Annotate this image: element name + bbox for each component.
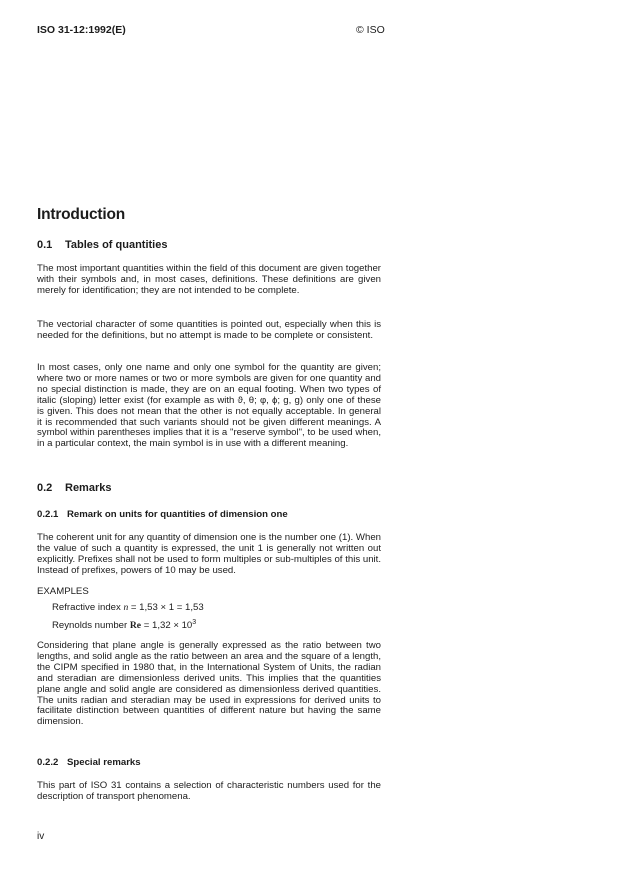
paragraph-tables-intro: The most important quantities within the field of this document are given together with their symbols and, in most cases, definitions. These definitions are given merely for identification; they are not intended to be complete.	[37, 263, 381, 296]
example-text: Refractive index	[52, 602, 124, 613]
standard-id: ISO 31-12:1992(E)	[37, 24, 126, 36]
section-number: 0.2.2	[37, 757, 59, 768]
paragraph-symbols: In most cases, only one name and only one symbol for the quantity are given; where two or more names or two or more symbols are given for one quantity and no special distinction is made, they are on an equal footing. When two types of italic (sloping) letter exist (for example as with ϑ, θ; φ, ϕ; g, g) only one of these is given. This does not mean that the other is not equally acceptable. In general it is recommended that such variants should not be given different meanings. A symbol within parentheses implies that it is a "reserve symbol", to be used when, in a particular context, the main symbol is in use with a different meaning.	[37, 362, 381, 450]
section-heading-0-2-1	[37, 509, 288, 520]
example-refractive-index	[52, 602, 204, 613]
paragraph-plane-angle: Considering that plane angle is generally expressed as the ratio between two lengths, and solid angle as the ratio between an area and the square of a length, the CIPM specified in 1980 that, in the International System of Units, the radian and steradian are dimensionless derived units. This implies that the quantities plane angle and solid angle are considered as dimensionless derived quantities. The units radian and steradian may be used in expressions for derived units to facilitate distinction between quantities of different nature but having the same dimension.	[37, 640, 381, 728]
example-text: Reynolds number	[52, 620, 130, 632]
section-number: 0.2	[37, 482, 53, 494]
copyright-notice: © ISO	[356, 24, 385, 36]
section-title: Special remarks	[67, 757, 141, 768]
example-symbol: n	[123, 602, 129, 613]
example-expression: = 1,53 × 1 = 1,53	[128, 602, 204, 613]
page-number: iv	[37, 831, 45, 842]
example-exponent: 3	[192, 619, 197, 626]
section-heading-0-1	[37, 239, 167, 251]
section-title: Remark on units for quantities of dimension one	[67, 509, 288, 520]
paragraph-vectorial: The vectorial character of some quantities is pointed out, especially when this is needed for the definitions, but no attempt is made to be complete or consistent.	[37, 319, 381, 341]
section-title: Remarks	[65, 482, 112, 494]
section-number: 0.1	[37, 239, 53, 251]
example-symbol: Re	[129, 620, 142, 632]
section-heading-0-2-2	[37, 757, 141, 768]
example-reynolds-number	[52, 619, 196, 631]
section-title: Tables of quantities	[65, 239, 168, 251]
paragraph-special-remarks: This part of ISO 31 contains a selection of characteristic numbers used for the description of transport phenomena.	[37, 780, 381, 802]
page-title: Introduction	[37, 206, 125, 223]
example-expression: = 1,32 × 10	[141, 620, 193, 632]
examples-label: EXAMPLES	[37, 586, 89, 597]
section-heading-0-2	[37, 482, 111, 494]
section-number: 0.2.1	[37, 509, 59, 520]
paragraph-coherent-unit: The coherent unit for any quantity of dimension one is the number one (1). When the value of such a quantity is expressed, the unit 1 is generally not written out explicitly. Prefixes shall not be used to form multiples or sub-multiples of this unit. Instead of prefixes, powers of 10 may be used.	[37, 532, 381, 576]
